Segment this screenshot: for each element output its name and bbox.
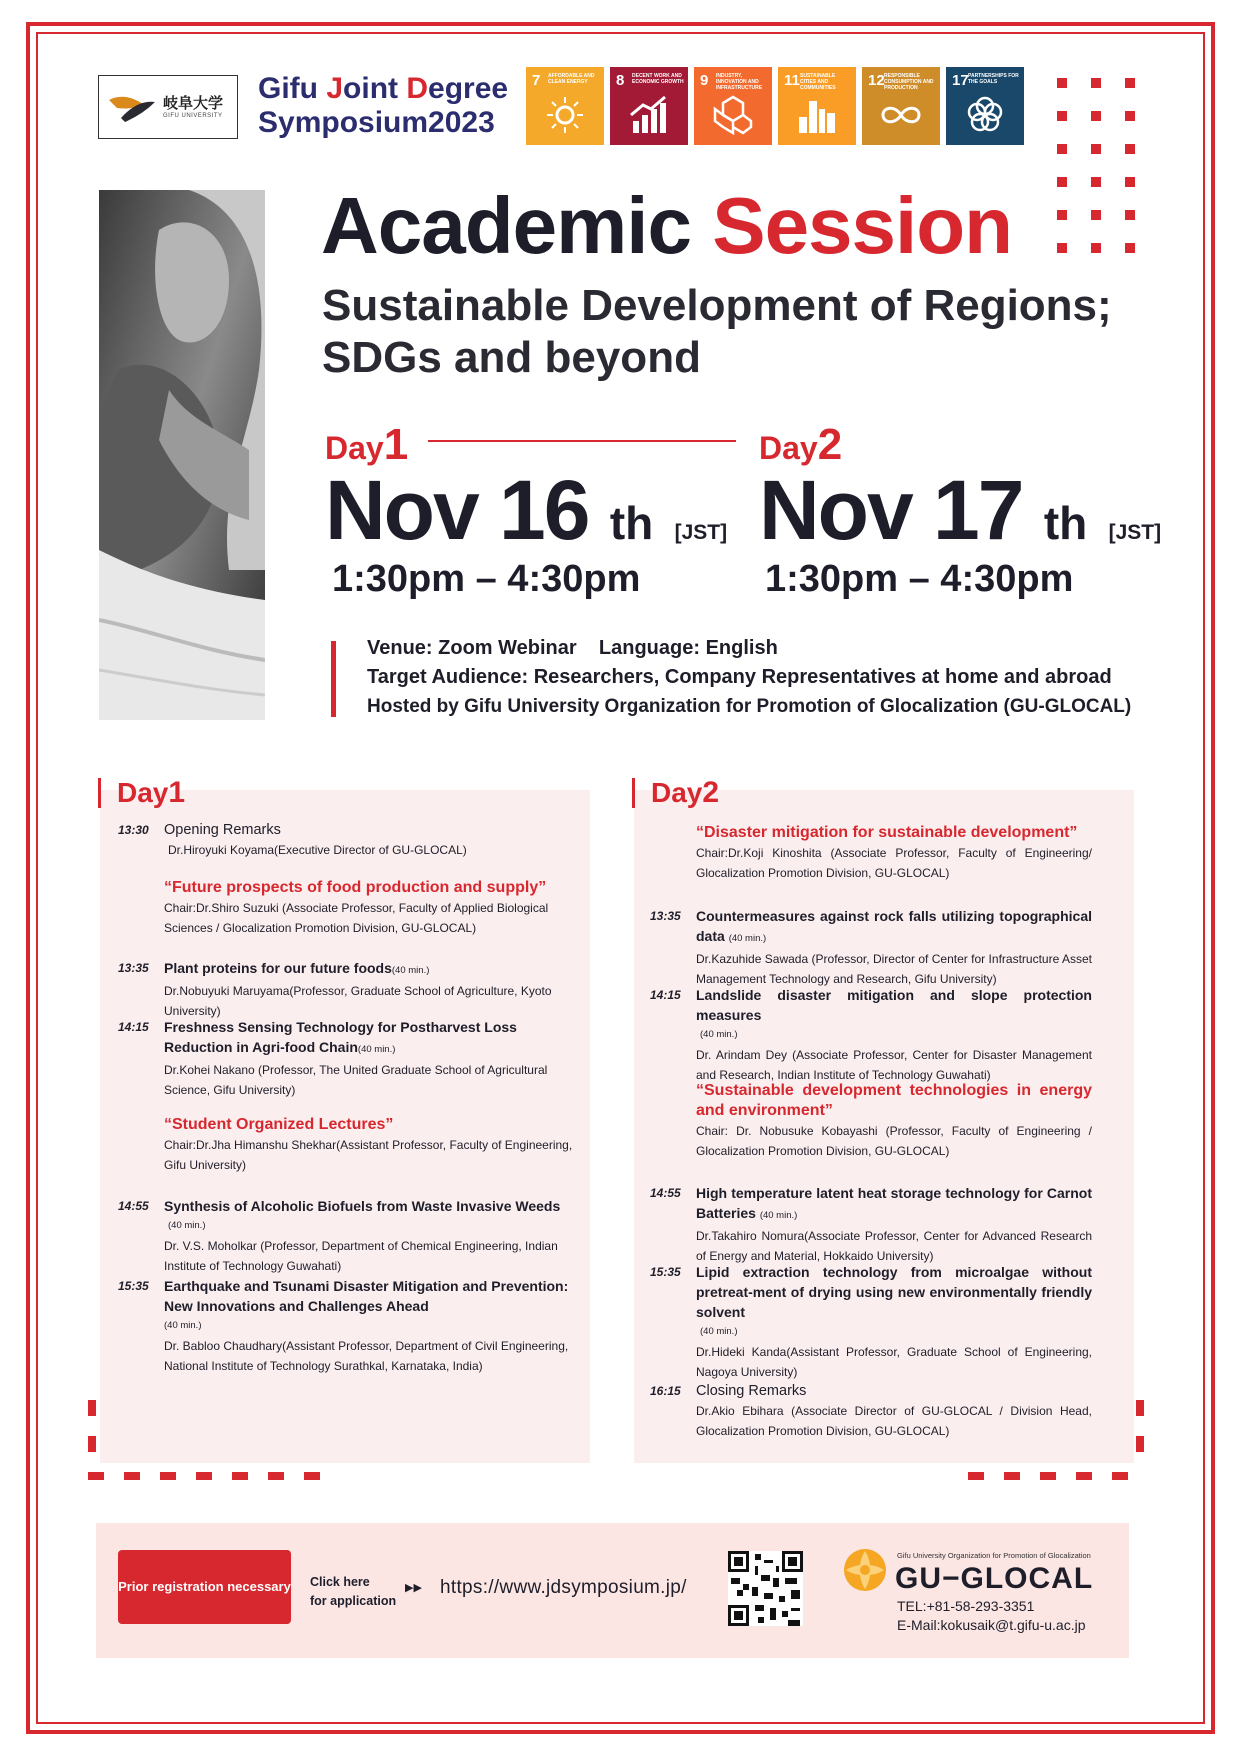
day2-talk1: Countermeasures against rock falls utilizing topographical data (40 min.) Dr.Kazuhide Sawada (Professor, Director of Center for Infrastructure Asset Management Technology and Research, Gifu University): [696, 908, 1092, 986]
day-divider-line: [428, 440, 736, 442]
day1-session2: “Student Organized Lectures” Chair:Dr.Jha Himanshu Shekhar(Assistant Professor, Faculty of Engineering, Gifu University): [164, 1116, 573, 1172]
day1-session1: “Future prospects of food production and supply” Chair:Dr.Shiro Suzuki (Associate Professor, Faculty of Applied Biological Sciences / Glocalization Promotion Division, GU-GLOCAL): [164, 879, 549, 935]
qr-code[interactable]: [728, 1551, 803, 1626]
speaker-photo: [99, 190, 265, 720]
day1-date: Nov 16 th [JST]: [325, 463, 728, 557]
application-url-link[interactable]: https://www.jdsymposium.jp/: [440, 1577, 687, 1598]
day2-closing: Closing Remarks Dr.Akio Ebihara (Associate Director of GU-GLOCAL / Division Head, Glocalization Promotion Division, GU-GLOCAL): [696, 1383, 1092, 1438]
sdg-7-tile: 7 AFFORDABLE AND CLEAN ENERGY: [526, 67, 604, 145]
session-subtitle: Sustainable Development of Regions; SDGs and beyond: [322, 281, 1112, 382]
partnership-flower-icon: [965, 95, 1005, 135]
day1-label: Day1: [325, 420, 409, 469]
day1-programme-heading: Day1: [98, 778, 185, 808]
day1-talk4: Earthquake and Tsunami Disaster Mitigation and Prevention: New Innovations and Challenges Ahead (40 min.) Dr. Babloo Chaudhary(Assistant Professor, Department of Civil Engineering, National Institute of Technology Surathkal, Karnataka, India): [164, 1278, 569, 1373]
academic-session-title: Academic Session: [321, 181, 1012, 270]
day2-programme-heading: Day2: [632, 778, 719, 808]
day1-time: 1:30pm – 4:30pm: [332, 558, 641, 600]
sdg-11-tile: 11 SUSTAINABLE CITIES AND COMMUNITIES: [778, 67, 856, 145]
sdg-17-tile: 17 PARTNERSHIPS FOR THE GOALS: [946, 67, 1024, 145]
time-slot: 14:15: [650, 988, 681, 1002]
sdg-9-tile: 9 INDUSTRY, INNOVATION AND INFRASTRUCTURE: [694, 67, 772, 145]
glocal-organization-text: Gifu University Organization for Promotion of Glocalization: [897, 1551, 1091, 1560]
contact-email[interactable]: E-Mail:kokusaik@t.gifu-u.ac.jp: [897, 1617, 1086, 1633]
venue-accent-bar: [331, 641, 336, 717]
day1-talk3: Synthesis of Alcoholic Biofuels from Waste Invasive Weeds (40 min.) Dr. V.S. Moholkar (Professor, Department of Chemical Engineering, Indian Institute of Technology Guwahati): [164, 1198, 561, 1273]
day2-talk4: Lipid extraction technology from microalgae without pretreat-ment of drying using new environmentally friendly solvent (40 min.) Dr.Hideki Kanda(Assistant Professor, Graduate School of Engineering, Nagoya University): [696, 1264, 1092, 1379]
day1-talk1: Plant proteins for our future foods(40 min.) Dr.Nobuyuki Maruyama(Professor, Graduate School of Agriculture, Kyoto University): [164, 960, 552, 1018]
gifu-university-logo: [98, 75, 238, 139]
logo-english-text: GIFU UNIVERSITY: [163, 113, 223, 119]
prior-registration-button[interactable]: Prior registration necessary: [118, 1550, 291, 1624]
infinity-icon: [881, 95, 921, 135]
time-slot: 15:35: [118, 1279, 149, 1293]
day1-opening: Opening Remarks Dr.Hiroyuki Koyama(Executive Director of GU-GLOCAL): [164, 822, 467, 857]
day1-talk2: Freshness Sensing Technology for Postharvest Loss Reduction in Agri-food Chain(40 min.) Dr.Kohei Nakano (Professor, The United Graduate School of Agricultural Science, Gifu University): [164, 1019, 548, 1097]
time-slot: 13:35: [650, 909, 681, 923]
day2-label: Day2: [759, 420, 843, 469]
gu-glocal-logo-icon: [842, 1547, 888, 1593]
hosted-by: Hosted by Gifu University Organization for Promotion of Glocalization (GU-GLOCAL): [367, 696, 1132, 717]
logo-japanese-text: 岐阜大学: [163, 94, 224, 112]
venue-language-line: Venue: Zoom Webinar Language: English: [367, 637, 778, 659]
time-slot: 16:15: [650, 1384, 681, 1398]
time-slot: 13:30: [118, 823, 149, 837]
day2-talk2: Landslide disaster mitigation and slope protection measures (40 min.) Dr. Arindam Dey (Associate Professor, Center for Disaster Management and Research, Indian Institute of Technology Guwahati): [696, 987, 1092, 1082]
day2-date: Nov 17 th [JST]: [759, 463, 1162, 557]
growth-chart-icon: [629, 95, 669, 135]
click-here-text: Click here for application: [310, 1575, 397, 1608]
symposium-title: Gifu Joint Degree Symposium2023: [258, 72, 509, 139]
day2-talk3: High temperature latent heat storage technology for Carnot Batteries (40 min.) Dr.Takahiro Nomura(Associate Professor, Center for Advanced Research of Energy and Material, Hokkaido University): [696, 1185, 1092, 1263]
day2-session2: “Sustainable development technologies in energy and environment” Chair: Dr. Nobusuke Kobayashi (Professor, Faculty of Engineering / Glocalization Promotion Division, GU-GLOCAL): [696, 1082, 1092, 1158]
sdg-8-tile: 8 DECENT WORK AND ECONOMIC GROWTH: [610, 67, 688, 145]
time-slot: 14:55: [118, 1199, 149, 1213]
sdg-12-tile: 12 RESPONSIBLE CONSUMPTION AND PRODUCTION: [862, 67, 940, 145]
day2-session1: “Disaster mitigation for sustainable development” Chair:Dr.Koji Kinoshita (Associate Professor, Faculty of Engineering/ Glocalization Promotion Division, GU-GLOCAL): [696, 824, 1092, 880]
university-emblem-icon: [103, 78, 163, 138]
city-buildings-icon: [797, 95, 837, 135]
glocal-name: GU−GLOCAL: [895, 1562, 1094, 1595]
day2-time: 1:30pm – 4:30pm: [765, 558, 1074, 600]
time-slot: 13:35: [118, 961, 149, 975]
sun-icon: [545, 95, 585, 135]
time-slot: 14:55: [650, 1186, 681, 1200]
contact-tel: TEL:+81-58-293-3351: [897, 1598, 1035, 1614]
target-audience: Target Audience: Researchers, Company Representatives at home and abroad: [367, 666, 1112, 688]
cubes-icon: [713, 95, 753, 135]
double-arrow-icon: ▶▶: [405, 1582, 422, 1594]
time-slot: 14:15: [118, 1020, 149, 1034]
time-slot: 15:35: [650, 1265, 681, 1279]
